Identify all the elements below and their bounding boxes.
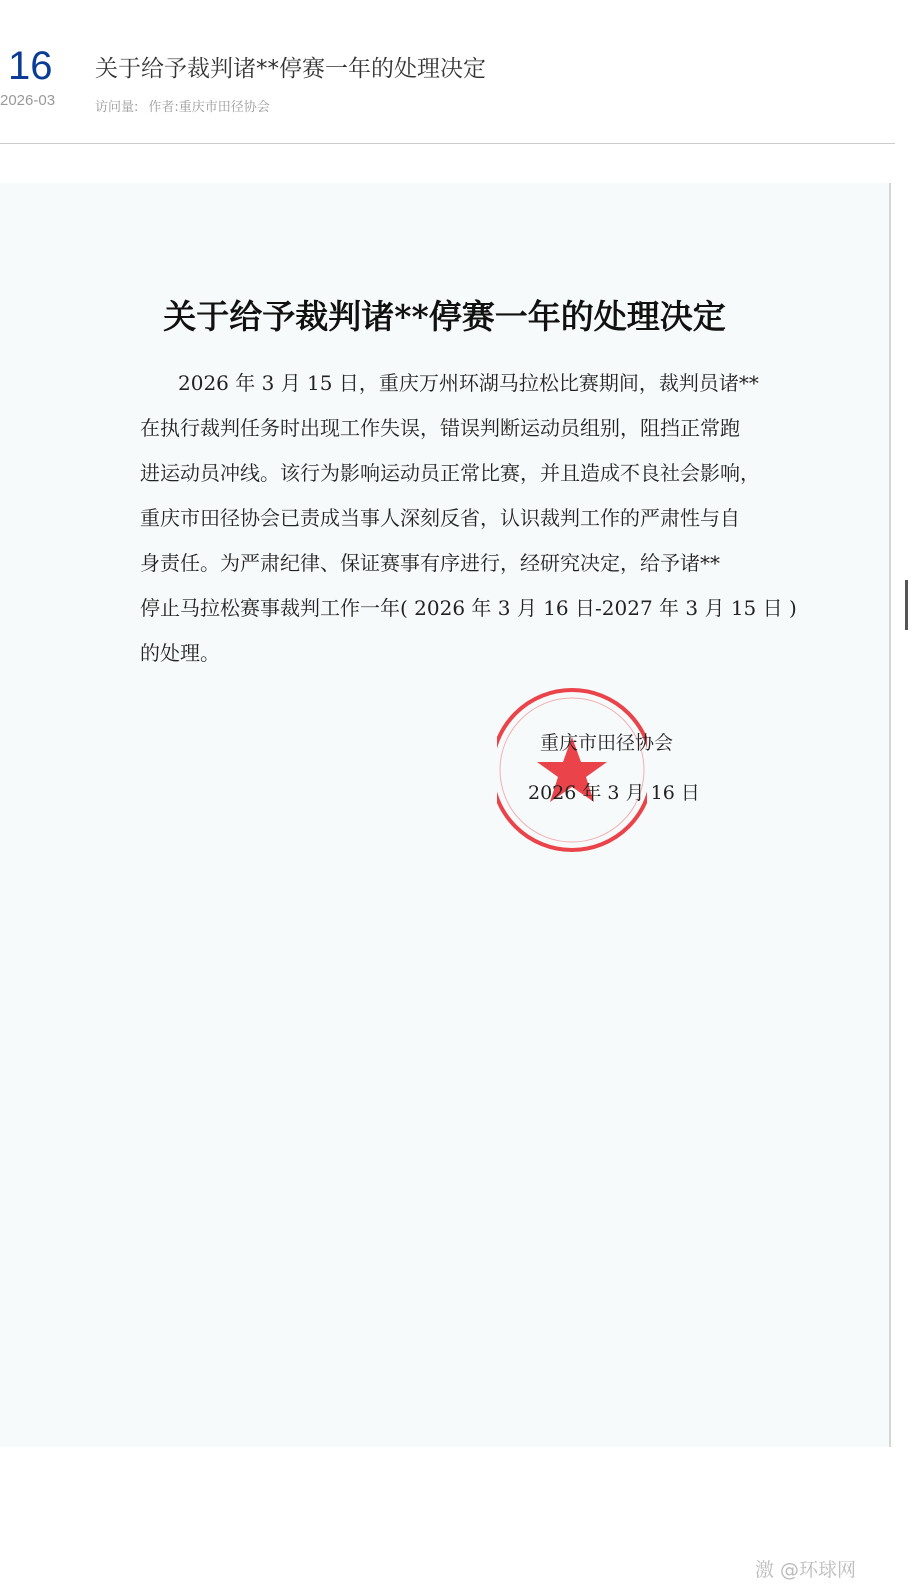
document-image xyxy=(0,183,891,1447)
date-day: 16 xyxy=(8,44,53,88)
body-line: 的处理。 xyxy=(140,641,220,665)
signature-date: 2026 年 3 月 16 日 xyxy=(528,782,700,804)
body-line: 重庆市田径协会已责成当事人深刻反省，认识裁判工作的严肃性与自 xyxy=(140,506,740,530)
body-line: 在执行裁判任务时出现工作失误，错误判断运动员组别，阻挡正常跑 xyxy=(140,416,740,440)
document-body xyxy=(140,361,797,676)
official-seal xyxy=(497,680,647,855)
article-title: 关于给予裁判诸**停赛一年的处理决定 xyxy=(95,56,486,82)
signature-org: 重庆市田径协会 xyxy=(540,732,674,754)
article-meta xyxy=(95,96,280,115)
body-line: 身责任。为严肃纪律、保证赛事有序进行，经研究决定，给予诸** xyxy=(140,551,720,575)
scrollbar[interactable] xyxy=(905,580,908,630)
divider xyxy=(0,143,895,144)
document-title: 关于给予裁判诸**停赛一年的处理决定 xyxy=(163,297,726,336)
visits-label: 访问量: xyxy=(95,100,139,115)
body-line: 停止马拉松赛事裁判工作一年( 2026 年 3 月 16 日-2027 年 3 月 15 日 ) xyxy=(140,596,797,620)
date-year-month: 2026-03 xyxy=(0,92,56,109)
watermark: 激 @环球网 xyxy=(755,1559,857,1581)
body-line: 2026 年 3 月 15 日，重庆万州环湖马拉松比赛期间，裁判员诸** xyxy=(178,371,759,395)
body-line: 进运动员冲线。该行为影响运动员正常比赛，并且造成不良社会影响， xyxy=(140,461,760,485)
author-label: 作者:重庆市田径协会 xyxy=(148,100,270,115)
